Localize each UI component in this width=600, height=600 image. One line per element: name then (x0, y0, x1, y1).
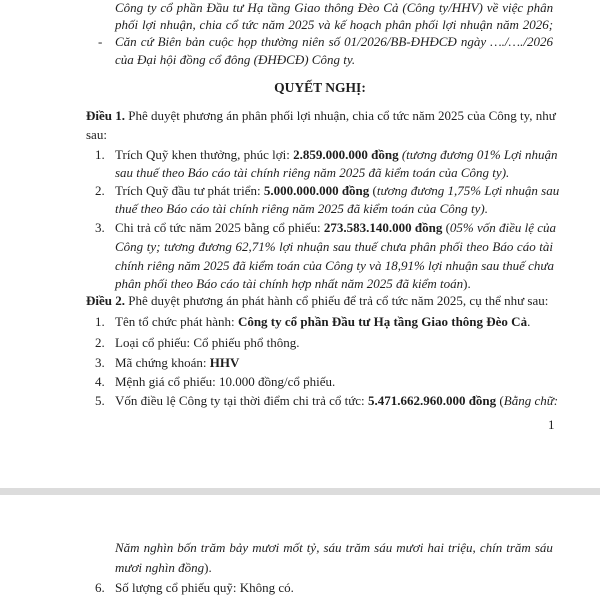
list-number: 3. (95, 220, 105, 235)
list-number: 4. (95, 374, 105, 389)
italic-text: mươi nghìn đồng (115, 560, 205, 575)
italic-text: Công ty; tương đương 62,71% lợi nhuận sau thuế chưa phân phối theo Báo cáo tài (115, 239, 554, 254)
bold-text: 273.583.140.000 đồng (323, 220, 443, 235)
text-line (115, 147, 557, 163)
text-line (115, 540, 553, 556)
text-segment: ( (442, 220, 450, 235)
bold-text: 2.859.000.000 đồng (293, 147, 399, 162)
text-line (115, 314, 530, 330)
resolution-heading: QUYẾT NGHỊ: (274, 80, 366, 95)
text-line (115, 355, 239, 371)
text-line (115, 52, 355, 68)
list-number: 1. (95, 314, 105, 329)
text-line (115, 183, 559, 199)
text-line (115, 276, 471, 292)
text-line (115, 201, 488, 217)
text-segment: sau: (86, 127, 107, 142)
text-segment: Số lượng cổ phiếu quỹ: Không có. (115, 580, 294, 595)
italic-text: chính riêng năm 2025 đã kiểm toán của Công ty và 18,91% lợi nhuận sau thuế chưa (115, 258, 554, 273)
text-line (86, 293, 548, 309)
text-segment: Trích Quỹ đầu tư phát triển: (115, 183, 264, 198)
italic-text: Năm nghìn bốn trăm bảy mươi mốt tỷ, sáu trăm sáu mươi hai triệu, chín trăm sáu (115, 540, 553, 555)
list-number: 5. (95, 393, 105, 408)
bold-text: Công ty cổ phần Đầu tư Hạ tầng Giao thông Đèo Cả (237, 314, 528, 329)
text-line (115, 374, 335, 390)
list-number: 2. (95, 183, 105, 198)
page-separator (0, 488, 600, 495)
text-segment: Vốn điều lệ Công ty tại thời điểm chi trả cổ tức: (115, 393, 368, 408)
italic-text: tương đương 1,75% Lợi nhuận sau (376, 183, 560, 198)
list-number: 6. (95, 580, 105, 595)
text-segment: Trích Quỹ khen thưởng, phúc lợi: (115, 147, 294, 162)
italic-text: thuế theo Báo cáo tài chính riêng năm 2025 đã kiểm toán của Công ty). (115, 201, 488, 216)
text-segment: Phê duyệt phương án phát hành cổ phiếu để trả cổ tức năm 2025, cụ thể như sau: (125, 293, 549, 308)
text-line (115, 165, 509, 181)
bold-text: 5.471.662.960.000 đồng (367, 393, 497, 408)
text-segment: Chi trả cổ tức năm 2025 bằng cổ phiếu: (115, 220, 324, 235)
list-number: 2. (95, 335, 105, 350)
italic-text: 05% vốn điều lệ của (449, 220, 557, 235)
italic-text: của Đại hội đồng cổ đông (ĐHĐCĐ) Công ty. (115, 52, 356, 67)
text-segment: Loại cổ phiếu: Cổ phiếu phổ thông. (115, 335, 300, 350)
text-segment: Mã chứng khoán: (115, 355, 210, 370)
italic-text: Căn cứ Biên bản cuộc họp thường niên số 01/2026/BB-ĐHĐCĐ ngày …./…./2026 (115, 34, 553, 49)
italic-text: phân phối theo Báo cáo tài chính hợp nhất năm 2025 đã kiểm toán (115, 276, 464, 291)
text-line (115, 580, 294, 596)
text-segment: . (527, 314, 531, 329)
italic-text: Bằng chữ: (503, 393, 559, 408)
text-line (86, 127, 107, 143)
text-segment: Tên tổ chức phát hành: (115, 314, 238, 329)
text-segment: ( (369, 183, 377, 198)
text-line (115, 17, 553, 33)
text-segment: ). (204, 560, 212, 575)
text-line (115, 393, 558, 409)
text-segment: ( (496, 393, 504, 408)
text-segment: Phê duyệt phương án phân phối lợi nhuận, chia cổ tức năm 2025 của Công ty, như (125, 108, 556, 123)
list-number: 3. (95, 355, 105, 370)
text-segment: Mệnh giá cổ phiếu: 10.000 đồng/cổ phiếu. (115, 374, 336, 389)
list-number: 1. (95, 147, 105, 162)
text-line (115, 220, 556, 236)
page-number: 1 (548, 417, 555, 432)
text-line (115, 335, 300, 351)
document-page-2 (0, 495, 600, 600)
bold-text: Điều 2. (86, 293, 125, 308)
text-line (115, 560, 212, 576)
text-line (115, 0, 553, 16)
text-line (115, 239, 553, 255)
text-line (86, 108, 556, 124)
bold-text: 5.000.000.000 đồng (263, 183, 370, 198)
italic-text: Công ty cổ phần Đầu tư Hạ tầng Giao thông Đèo Cả (Công ty/HHV) về việc phân (115, 0, 554, 15)
text-line (115, 258, 554, 274)
bold-text: HHV (209, 355, 240, 370)
italic-text: phối lợi nhuận, chia cổ tức năm 2025 và kế hoạch phân phối lợi nhuận năm 2026; (115, 17, 554, 32)
italic-text: (tương đương 01% Lợi nhuận (398, 147, 558, 162)
italic-text: sau thuế theo Báo cáo tài chính riêng năm 2025 đã kiểm toán của Công ty). (115, 165, 510, 180)
bullet-dash: - (98, 34, 103, 49)
bold-text: Điều 1. (86, 108, 125, 123)
text-line (115, 34, 553, 50)
text-segment: ). (463, 276, 471, 291)
